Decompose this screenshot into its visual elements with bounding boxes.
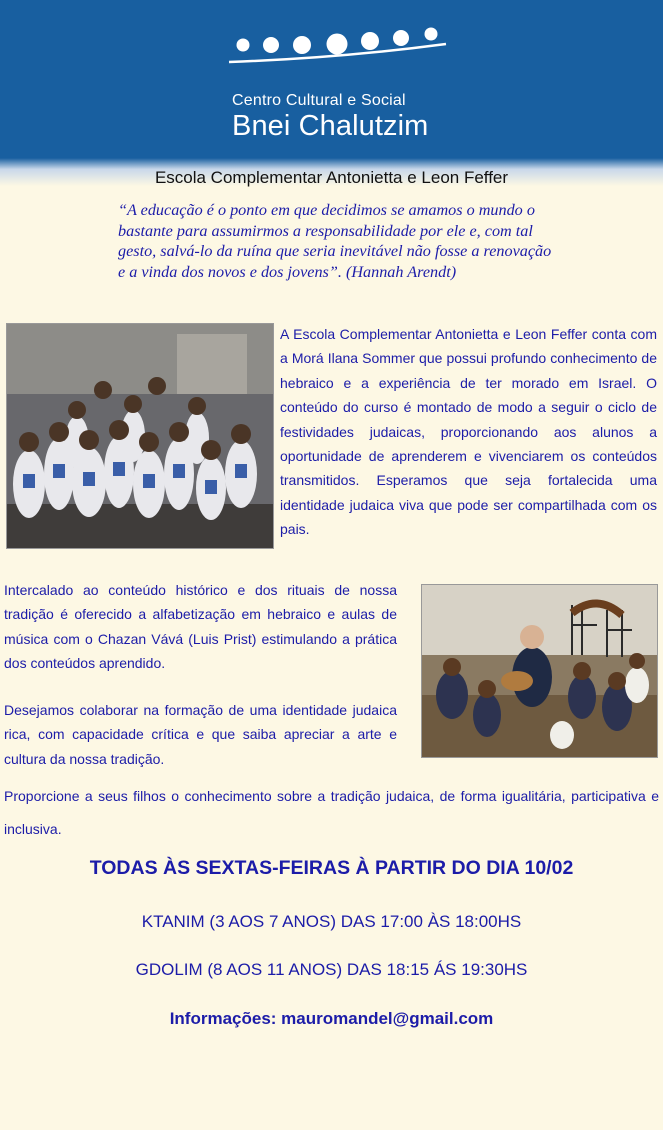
schedule-gdolim: GDOLIM (8 AOS 11 ANOS) DAS 18:15 ÁS 19:30HS [135,960,528,979]
paragraph-curriculum: Intercalado ao conteúdo histórico e dos rituais de nossa tradição é oferecido a alfabetização em hebraico e aulas de música com o Chazan Vává (Luis Prist) estimulando a prática dos conteúdos aprendido. [4,582,397,672]
org-name-line-2: Bnei Chalutzim [232,110,429,142]
paragraph-call-to-action: Proporcione a seus filhos o conhecimento sobre a tradição judaica, de forma igualitária, participativa e inclusiva. [4,788,659,837]
students-group-photo [6,323,274,549]
contact-email-link[interactable]: mauromandel@gmail.com [281,1009,494,1028]
schedule-ktanim: KTANIM (3 AOS 7 ANOS) DAS 17:00 ÀS 18:00HS [141,912,522,931]
schedule-fridays: TODAS ÀS SEXTAS-FEIRAS À PARTIR DO DIA 10/02 [89,857,574,879]
music-class-photo [421,584,658,758]
paragraph-goals: Desejamos colaborar na formação de uma identidade judaica rica, com capacidade crítica e que saiba apreciar a arte e cultura da nossa tradição. [4,702,397,767]
org-name-line-1: Centro Cultural e Social [232,92,406,109]
school-title: Escola Complementar Antonietta e Leon Feffer [154,168,509,187]
seven-dots-arc-logo-icon [0,0,663,80]
contact-line [0,1009,663,1029]
paragraph-school-intro: A Escola Complementar Antonietta e Leon Feffer conta com a Morá Ilana Sommer que possui profundo conhecimento de hebraico e a experiência de ter morado em Israel. O conteúdo do curso é montado de modo a seguir o ciclo de festividades judaicas, proporcionando aos alunos a oportunidade de aprenderem e vivenciarem os conteúdos transmitidos. Esperamos que seja fortalecida uma identidade judaica viva que pode ser compartilhada com os pais. [280,326,657,538]
contact-label: Informações: [169,1009,277,1028]
arendt-quote: “A educação é o ponto em que decidimos se amamos o mundo o bastante para assumirmos a responsabilidade por ele e, com tal gesto, salvá-lo da ruína que seria inevitável não fosse a renovação e a vinda dos novos e dos jovens”. (Hannah Arendt) [118,201,552,281]
